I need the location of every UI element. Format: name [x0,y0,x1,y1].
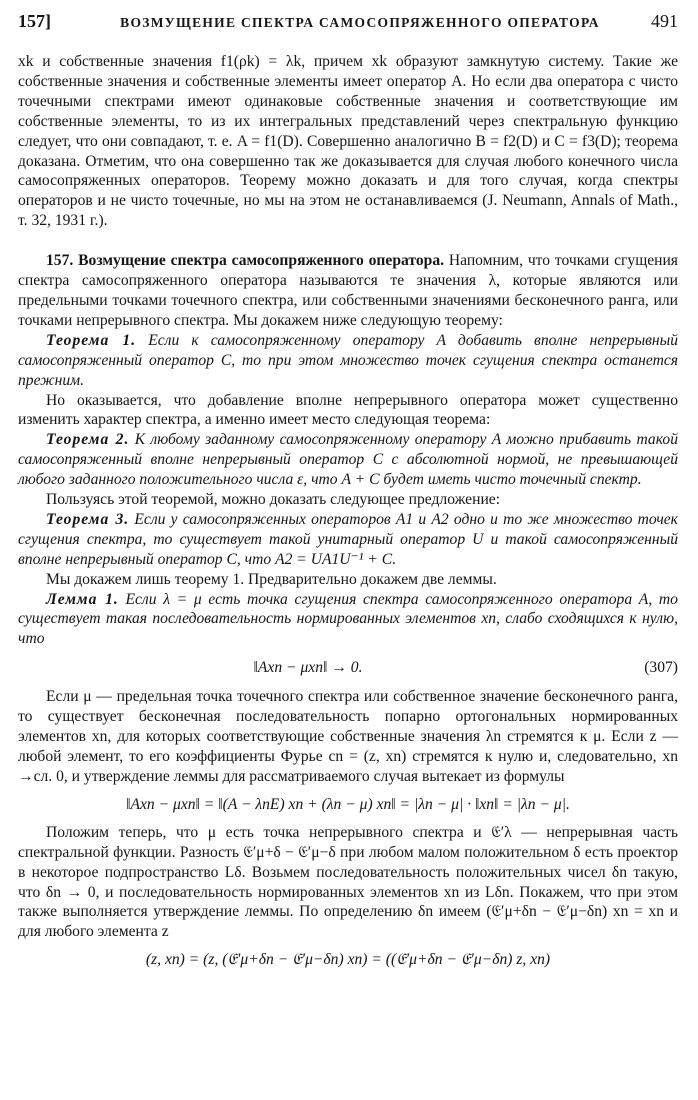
paragraph-5: Мы докажем лишь теорему 1. Предварительно докажем две леммы. [46,570,497,588]
lemma-1-text: Если λ = μ есть точка сгущения спектра самосопряженного оператора A, то существует такая последовательность нормированных элементов xn, слабо сходящихся к нулю, что [18,590,678,648]
theorem-2-text: К любому заданному самосопряженному оператору A можно прибавить такой самосопряженный вполне непрерывный оператор C с абсолютной нормой, не превышающей любого заданного положительного числа ε, что A + C будет иметь чисто точечный спектр. [18,431,678,489]
paragraph-1: xk и собственные значения f1(ρk) = λk, причем xk образуют замкнутую систему. Такие же собственные значения и собственные элементы имеет оператор A. Но если два оператора с чисто точечными спектрами имеют одинаковые собственные значения и соответствующие им собственные элементы, то из их интегральных представлений через спектральную функцию следует, что они совпадают, т. е. A = f1(D). Совершенно аналогично B = f2(D) и C = f3(D); теорема доказана. Отметим, что она совершенно так же доказывается для случая любого конечного числа самосопряженных операторов. Теорему можно доказать и для того случая, когда спектры операторов и не чисто точечные, но мы на этом не останавливаемся (J. Neumann, Annals of Math., т. 32, 1931 г.). [18,53,678,230]
page-number: 491 [651,11,678,31]
header-section-number: 157] [18,11,51,31]
equation-inner-product: (z, xn) = (z, (𝔈′μ+δn − 𝔈′μ−δn) xn) = ((𝔈′μ+δn − 𝔈′μ−δn) z, xn) [145,951,551,969]
theorem-3-text: Если у самосопряженных операторов A1 и A2 одно и то же множество точек сгущения спектра, то существует такой унитарный оператор U и такой самосопряженный вполне непрерывный оператор C, что A2 = UA1U⁻¹ + C. [18,510,678,568]
paragraph-4: Пользуясь этой теоремой, можно доказать следующее предложение: [46,491,501,509]
paragraph-2: Напомним, что точками сгущения спектра самосопряженного оператора называются те значения λ, которые являются или предельными точками точечного спектра, или собственными значениями бесконечного ранга, или точками непрерывного спектра. Мы докажем ниже следующую теорему: [18,252,678,329]
equation-307-number: (307) [644,659,678,677]
theorem-3-label: Теорема 3. [46,510,130,528]
spacer [18,231,678,251]
theorem-1 [18,331,678,391]
equation-307-body: ‖Axn − μxn‖ → 0. [253,659,363,677]
equation-norm-estimate: ‖Axn − μxn‖ = ‖(A − λnE) xn + (λn − μ) xn‖ = |λn − μ| · ‖xn‖ = |λn − μ|. [126,795,570,813]
paragraph-6: Если μ — предельная точка точечного спектра или собственное значение бесконечного ранга, то существует бесконечная последовательность попарно ортогональных нормированных элементов xn, для которых соответствующие собственные значения λn стремятся к μ. Если z — любой элемент, то его коэффициенты Фурье cn = (z, xn) стремятся к нулю и, следовательно, xn →сл. 0, и утверждение леммы для рассматриваемого случая вытекает из формулы [18,688,678,785]
running-header [18,12,678,42]
theorem-1-label: Теорема 1. [46,331,137,349]
header-title: ВОЗМУЩЕНИЕ СПЕКТРА САМОСОПРЯЖЕННОГО ОПЕРАТОРА [120,15,600,30]
lemma-1 [18,590,678,650]
section-157-intro [18,251,678,331]
theorem-2 [18,430,678,490]
section-number: 157. [46,252,74,270]
paragraph-3: Но оказывается, что добавление вполне непрерывного оператора может существенно изменить характер спектра, а именно имеет место следующая теорема: [18,391,678,429]
section-title: Возмущение спектра самосопряженного оператора. [78,252,445,270]
lemma-1-label: Лемма 1. [46,590,119,608]
equation-307 [18,649,678,687]
theorem-1-text: Если к самосопряженному оператору A добавить вполне непрерывный самосопряженный оператор C, то при этом множество точек сгущения спектра останется прежним. [18,331,678,389]
theorem-2-label: Теорема 2. [46,431,130,449]
theorem-3 [18,510,678,570]
paragraph-7: Положим теперь, что μ есть точка непрерывного спектра и 𝔈′λ — непрерывная часть спектральной функции. Разность 𝔈′μ+δ − 𝔈′μ−δ при любом малом положительном δ есть проектор в некоторое подпространство Lδ. Возьмем последовательность положительных чисел δn такую, что δn → 0, и последовательность нормированных элементов xn из Lδn. Покажем, что при этом также выполняется утверждение леммы. По определению δn имеем (𝔈′μ+δn − 𝔈′μ−δn) xn = xn и для любого элемента z [18,823,678,941]
